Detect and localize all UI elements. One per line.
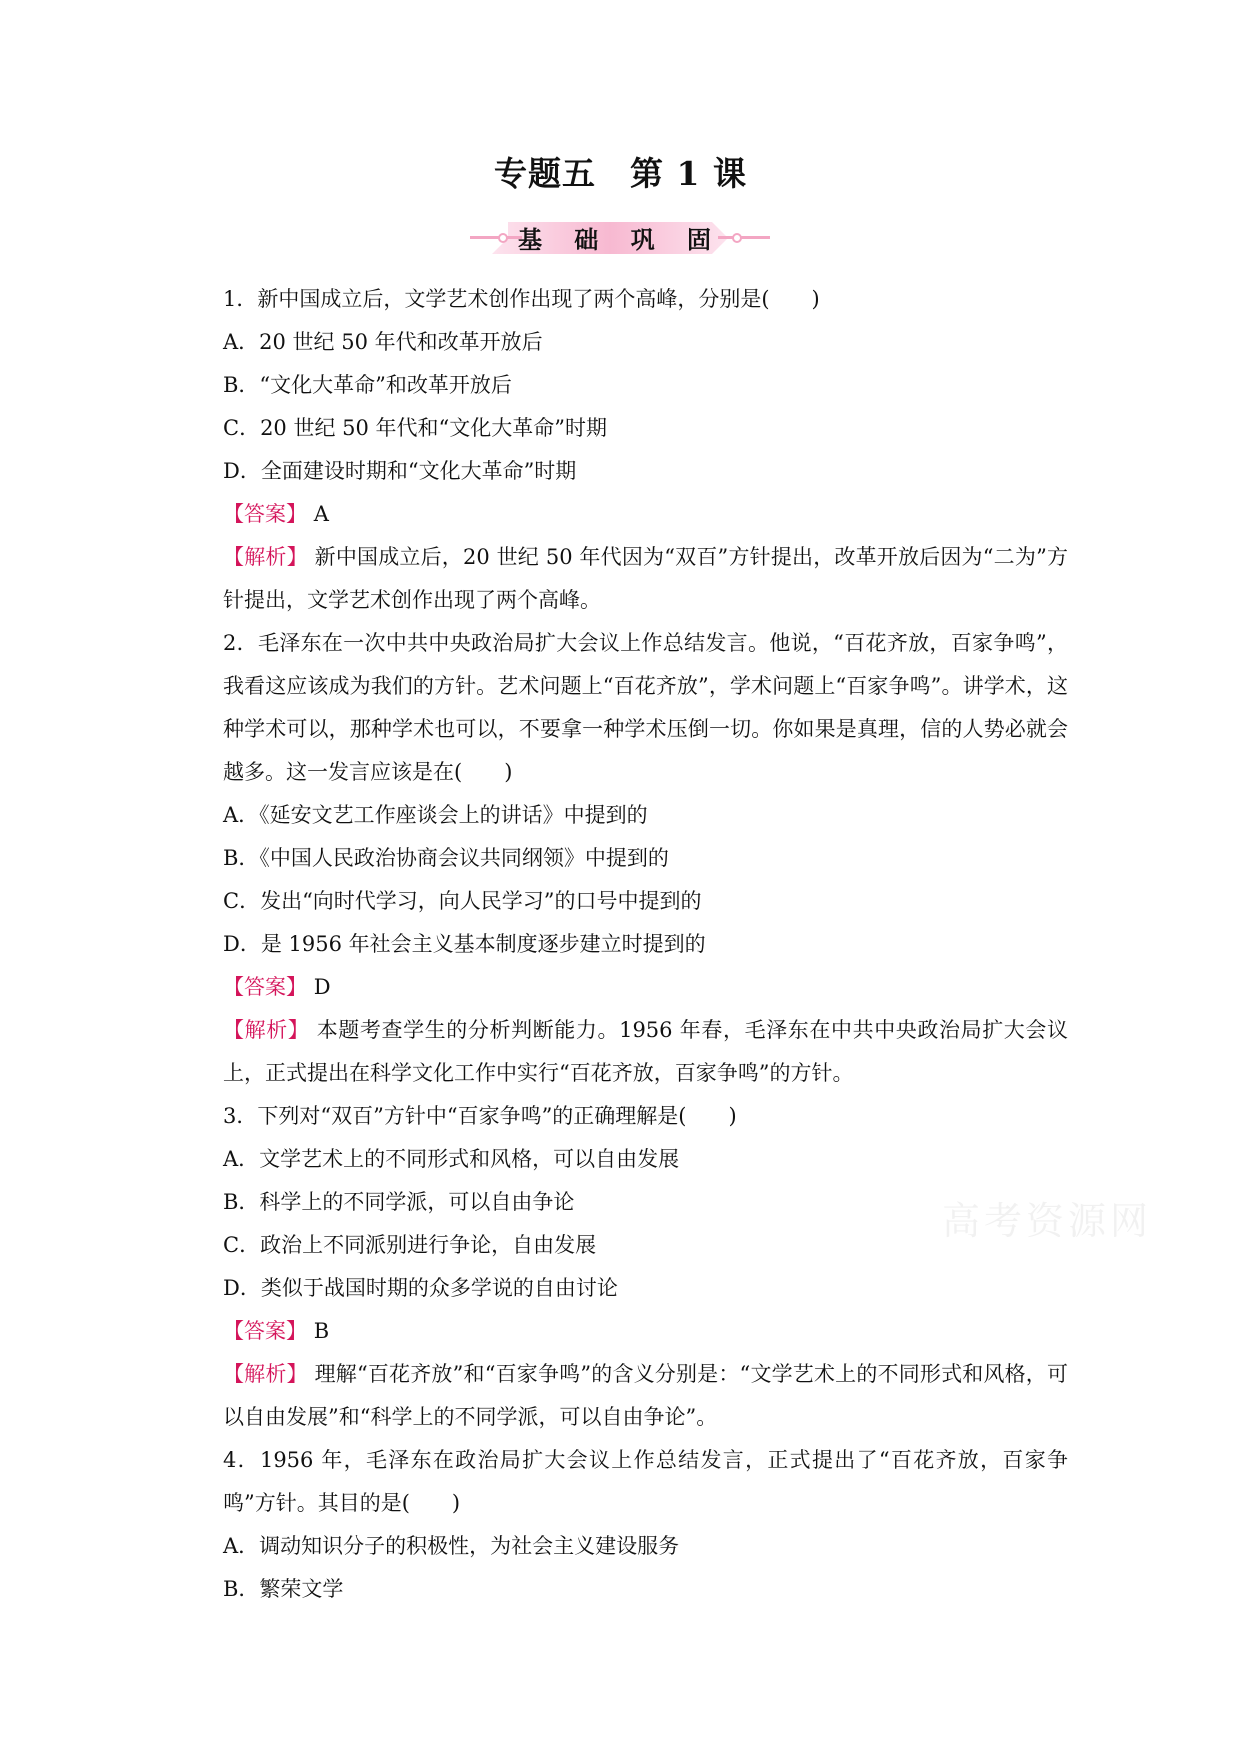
section-banner	[0, 214, 1241, 260]
question-2-analysis	[178, 1009, 1068, 1095]
watermark: 高考资源网	[942, 1199, 1153, 1243]
question-1-analysis	[178, 536, 1068, 622]
question-content	[178, 278, 1068, 1611]
analysis-tag: 【解析】	[223, 1362, 308, 1386]
question-2-stem: 2．毛泽东在一次中共中央政治局扩大会议上作总结发言。他说，“百花齐放，百家争鸣”，我看这应该成为我们的方针。艺术问题上“百花齐放”，学术问题上“百家争鸣”。讲学术，这种学术可以，那种学术也可以，不要拿一种学术压倒一切。你如果是真理，信的人势必就会越多。这一发言应该是在( )	[223, 631, 1068, 784]
answer-value: D	[313, 975, 331, 999]
question-4-option-a: A．调动知识分子的积极性，为社会主义建设服务	[223, 1534, 680, 1558]
answer-tag: 【答案】	[223, 1319, 307, 1343]
question-1-answer	[178, 493, 1068, 536]
question-1-stem: 1．新中国成立后，文学艺术创作出现了两个高峰，分别是( )	[223, 287, 820, 311]
question-3-analysis	[178, 1353, 1068, 1439]
section-label: 基 础 巩 固	[517, 225, 724, 254]
question-4-option-b: B．繁荣文学	[223, 1577, 344, 1601]
answer-value: A	[313, 502, 329, 526]
answer-tag: 【答案】	[223, 975, 307, 999]
answer-value: B	[313, 1319, 330, 1343]
page-title: 专题五 第 1 课	[494, 154, 747, 193]
analysis-tag: 【解析】	[223, 545, 308, 569]
question-3-option-b: B．科学上的不同学派，可以自由争论	[223, 1190, 575, 1214]
question-2-option-b: B．《中国人民政治协商会议共同纲领》中提到的	[223, 846, 669, 870]
question-2-option-d: D．是 1956 年社会主义基本制度逐步建立时提到的	[223, 932, 706, 956]
question-2-option-a: A．《延安文艺工作座谈会上的讲话》中提到的	[223, 803, 648, 827]
question-3-option-d: D．类似于战国时期的众多学说的自由讨论	[223, 1276, 618, 1300]
analysis-text: 新中国成立后，20 世纪 50 年代因为“双百”方针提出，改革开放后因为“二为”方针提出，文学艺术创作出现了两个高峰。	[223, 545, 1068, 612]
question-3-stem: 3．下列对“双百”方针中“百家争鸣”的正确理解是( )	[223, 1104, 737, 1128]
question-2-answer	[178, 966, 1068, 1009]
question-1-option-d: D．全面建设时期和“文化大革命”时期	[223, 459, 577, 483]
question-3-answer	[178, 1310, 1068, 1353]
question-3-option-c: C．政治上不同派别进行争论，自由发展	[223, 1233, 597, 1257]
answer-tag: 【答案】	[223, 502, 307, 526]
analysis-text: 本题考查学生的分析判断能力。1956 年春，毛泽东在中共中央政治局扩大会议上，正式提出在科学文化工作中实行“百花齐放，百家争鸣”的方针。	[223, 1018, 1068, 1085]
analysis-text: 理解“百花齐放”和“百家争鸣”的含义分别是：“文学艺术上的不同形式和风格，可以自由发展”和“科学上的不同学派，可以自由争论”。	[223, 1362, 1068, 1429]
question-1-option-c: C．20 世纪 50 年代和“文化大革命”时期	[223, 416, 608, 440]
question-4-stem: 4．1956 年，毛泽东在政治局扩大会议上作总结发言，正式提出了“百花齐放，百家争鸣”方针。其目的是( )	[223, 1448, 1068, 1515]
question-2-option-c: C．发出“向时代学习，向人民学习”的口号中提到的	[223, 889, 702, 913]
question-3-option-a: A．文学艺术上的不同形式和风格，可以自由发展	[223, 1147, 680, 1171]
question-1-option-b: B．“文化大革命”和改革开放后	[223, 373, 512, 397]
question-1-option-a: A．20 世纪 50 年代和改革开放后	[223, 330, 543, 354]
analysis-tag: 【解析】	[223, 1018, 310, 1042]
